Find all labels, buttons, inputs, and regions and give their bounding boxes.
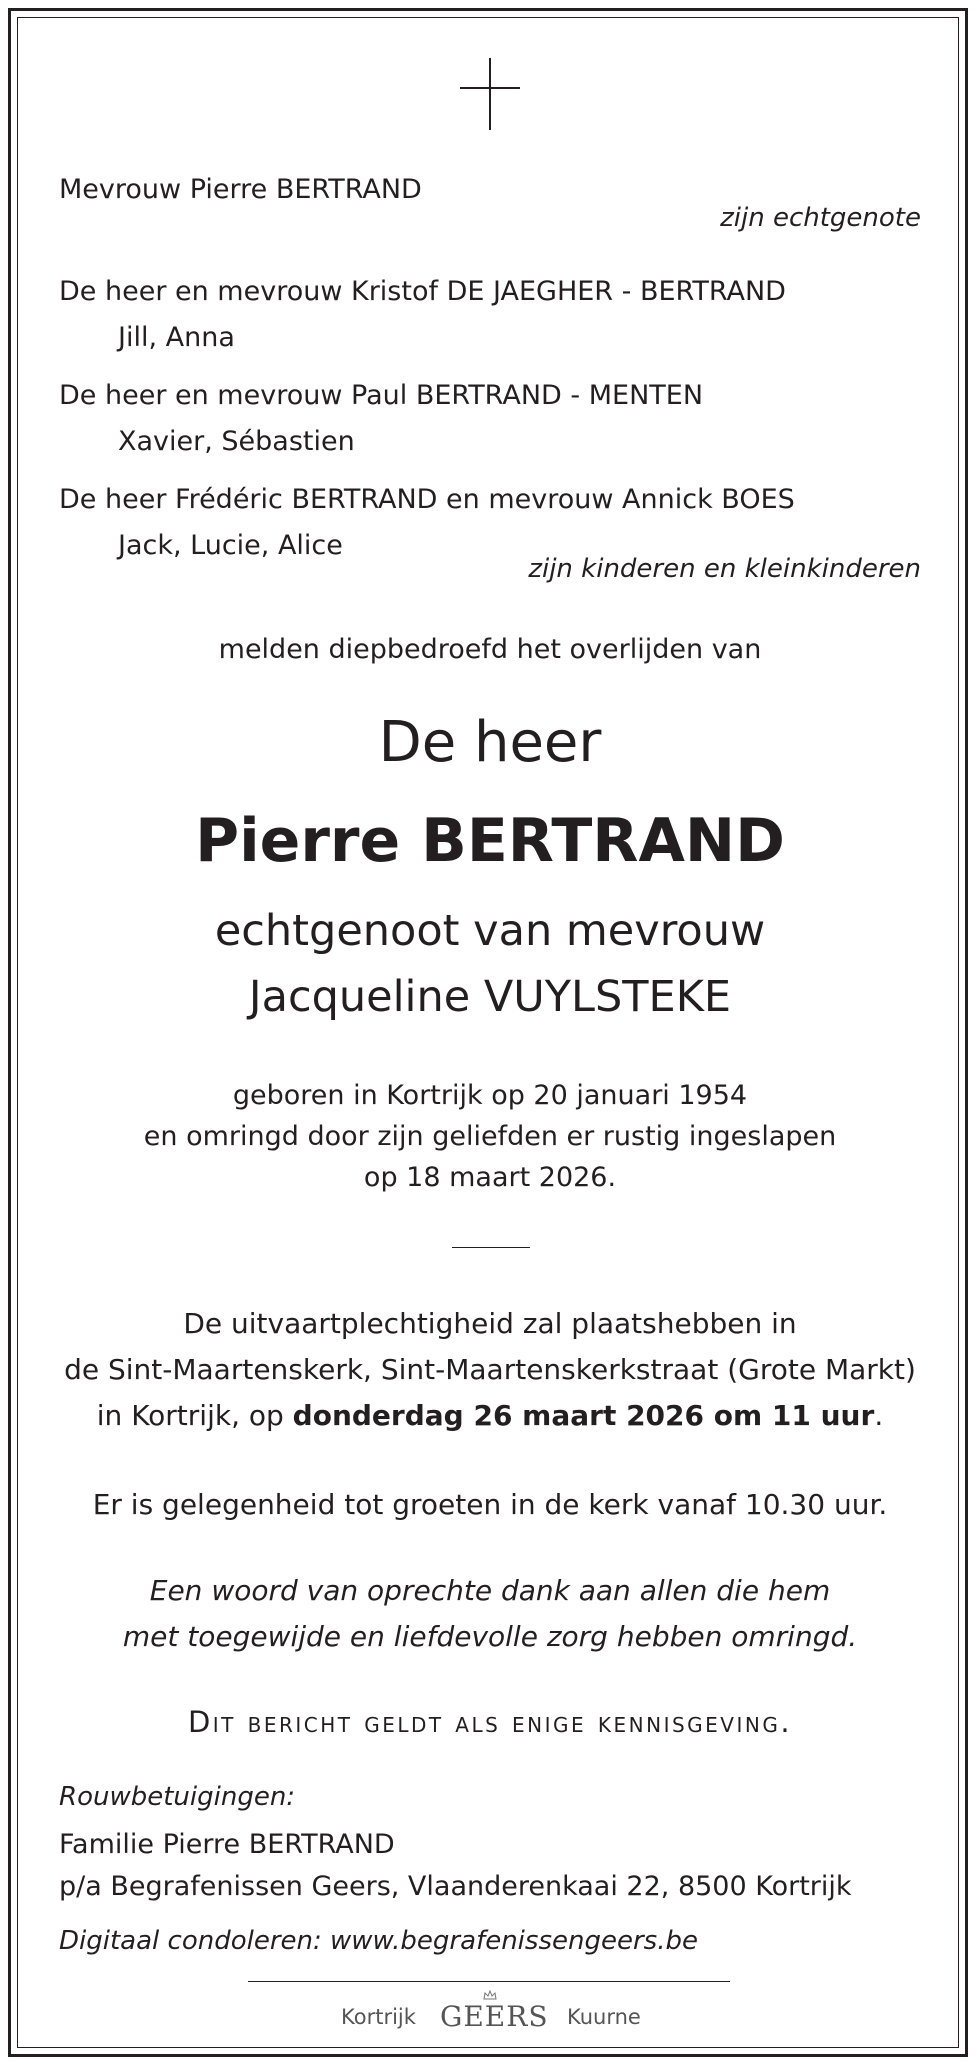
greeting-info: Er is gelegenheid tot groeten in de kerk vanaf 10.30 uur.: [92, 1488, 888, 1521]
condolences-name: Familie Pierre BERTRAND: [59, 1829, 395, 1860]
funeral-line3: in Kortrijk, op donderdag 26 maart 2026 om 11 uur.: [96, 1399, 884, 1432]
funeral-line2: de Sint-Maartenskerk, Sint-Maartenskerkstraat (Grote Markt): [64, 1353, 916, 1386]
deceased-spouse-line1: echtgenoot van mevrouw: [214, 906, 766, 956]
spouse-relation: zijn echtgenote: [720, 203, 921, 233]
deceased-title: De heer: [378, 710, 602, 775]
cross-icon: [460, 58, 520, 132]
footer-rule: [248, 1981, 730, 1982]
announcement: melden diepbedroefd het overlijden van: [218, 634, 762, 665]
children-relation: zijn kinderen en kleinkinderen: [528, 554, 921, 584]
death-date-line: op 18 maart 2026.: [363, 1162, 617, 1193]
family-2-parents: De heer en mevrouw Paul BERTRAND - MENTEN: [59, 380, 704, 411]
condolences-address: p/a Begrafenissen Geers, Vlaanderenkaai 22, 8500 Kortrijk: [59, 1871, 852, 1902]
family-3-children: Jack, Lucie, Alice: [118, 530, 343, 561]
family-3-parents: De heer Frédéric BERTRAND en mevrouw Annick BOES: [59, 484, 795, 515]
thanks-line2: met toegewijde en liefdevolle zorg hebben omringd.: [122, 1620, 858, 1653]
notice: Dit bericht geldt als enige kennisgeving.: [187, 1705, 793, 1739]
funeral-line1: De uitvaartplechtigheid zal plaatshebben in: [183, 1307, 797, 1340]
funeral-date: donderdag 26 maart 2026 om 11 uur: [292, 1399, 875, 1432]
birth-line: geboren in Kortrijk op 20 januari 1954: [232, 1080, 748, 1111]
logo-text: GEERS: [440, 2000, 549, 2033]
separator: [452, 1247, 530, 1248]
geers-logo: [440, 1990, 549, 2033]
family-1-parents: De heer en mevrouw Kristof DE JAEGHER - BERTRAND: [59, 276, 786, 307]
deceased-name: Pierre BERTRAND: [195, 806, 785, 876]
family-1-children: Jill, Anna: [118, 322, 235, 353]
condolences-heading: Rouwbetuigingen:: [59, 1782, 296, 1812]
crown-icon: [483, 1990, 497, 2000]
deceased-spouse-line2: Jacqueline VUYLSTEKE: [248, 972, 732, 1022]
thanks-line1: Een woord van oprechte dank aan allen die hem: [149, 1574, 831, 1607]
condolences-digital: Digitaal condoleren: www.begrafenissengeers.be: [59, 1926, 698, 1956]
footer-right: Kuurne: [567, 2005, 641, 2029]
footer-left: Kortrijk: [341, 2005, 416, 2029]
spouse-name: Mevrouw Pierre BERTRAND: [59, 174, 422, 205]
family-2-children: Xavier, Sébastien: [118, 426, 355, 457]
passing-line: en omringd door zijn geliefden er rustig ingeslapen: [143, 1121, 837, 1152]
